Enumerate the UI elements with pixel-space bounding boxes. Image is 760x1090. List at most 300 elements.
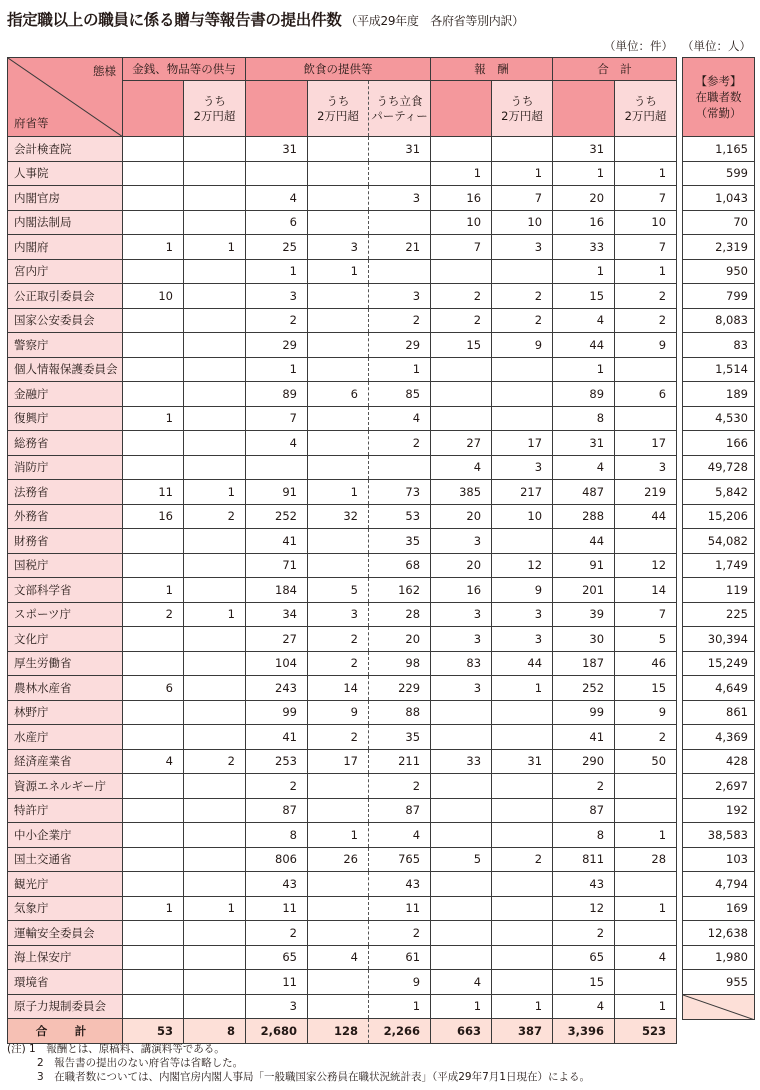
cell-money20: 1 [184, 480, 246, 505]
cell-total: 201 [553, 578, 615, 603]
cell-food20 [308, 357, 369, 382]
ref-row [683, 259, 755, 284]
cell-fee [431, 725, 492, 750]
cell-food20 [308, 872, 369, 897]
cell-money: 6 [123, 676, 184, 701]
staff-count: 12,638 [683, 921, 755, 946]
ref-row [683, 725, 755, 750]
reference-staff-table [682, 57, 755, 1020]
staff-count: 1,165 [683, 137, 755, 162]
cell-fee: 2 [431, 284, 492, 309]
cell-total: 15 [553, 284, 615, 309]
cell-money [123, 700, 184, 725]
cell-money [123, 161, 184, 186]
cell-fee20 [492, 700, 553, 725]
cell-total: 44 [553, 333, 615, 358]
cell-food20 [308, 798, 369, 823]
ministry-name: 林野庁 [8, 700, 123, 725]
cell-fee20: 7 [492, 186, 553, 211]
cell-money20 [184, 357, 246, 382]
cell-money20: 1 [184, 235, 246, 260]
header-food-blank [246, 81, 308, 137]
ref-row [683, 504, 755, 529]
cell-total20: 5 [615, 627, 677, 652]
cell-food20: 6 [308, 382, 369, 407]
cell-total20: 15 [615, 676, 677, 701]
staff-count: 30,394 [683, 627, 755, 652]
cell-money20 [184, 970, 246, 995]
table-row [8, 847, 677, 872]
cell-party: 31 [369, 137, 431, 162]
ref-row [683, 137, 755, 162]
table-row [8, 259, 677, 284]
cell-party: 20 [369, 627, 431, 652]
cell-money20 [184, 455, 246, 480]
cell-food20 [308, 970, 369, 995]
table-row [8, 921, 677, 946]
cell-money20 [184, 823, 246, 848]
cell-money [123, 823, 184, 848]
cell-food: 2 [246, 774, 308, 799]
staff-count: 799 [683, 284, 755, 309]
cell-money [123, 259, 184, 284]
cell-fee20 [492, 137, 553, 162]
staff-count: 1,043 [683, 186, 755, 211]
header-food-party: うち立食 パーティー [369, 81, 431, 137]
cell-money [123, 455, 184, 480]
cell-total20: 14 [615, 578, 677, 603]
cell-fee20: 3 [492, 455, 553, 480]
cell-money20 [184, 406, 246, 431]
cell-food: 184 [246, 578, 308, 603]
cell-food: 29 [246, 333, 308, 358]
table-row [8, 382, 677, 407]
cell-fee: 2 [431, 308, 492, 333]
cell-food: 253 [246, 749, 308, 774]
cell-money20 [184, 259, 246, 284]
cell-party [369, 455, 431, 480]
staff-count: 955 [683, 970, 755, 995]
cell-food20 [308, 774, 369, 799]
table-row [8, 700, 677, 725]
cell-money [123, 847, 184, 872]
cell-party: 211 [369, 749, 431, 774]
cell-money [123, 382, 184, 407]
cell-total: 4 [553, 455, 615, 480]
cell-money [123, 627, 184, 652]
cell-total20: 1 [615, 994, 677, 1019]
total-party: 2,266 [369, 1019, 431, 1044]
cell-fee20: 10 [492, 210, 553, 235]
cell-money20: 1 [184, 896, 246, 921]
cell-money20 [184, 529, 246, 554]
cell-food: 252 [246, 504, 308, 529]
total-fee: 663 [431, 1019, 492, 1044]
ministry-name: 厚生労働省 [8, 651, 123, 676]
table-row [8, 455, 677, 480]
ref-row [683, 529, 755, 554]
note-2: 2 報告書の提出のない府省等は省略した。 [37, 1057, 244, 1069]
total-food: 2,680 [246, 1019, 308, 1044]
table-row [8, 308, 677, 333]
cell-total20: 1 [615, 259, 677, 284]
cell-total: 99 [553, 700, 615, 725]
cell-total: 252 [553, 676, 615, 701]
cell-food20: 32 [308, 504, 369, 529]
cell-total20: 3 [615, 455, 677, 480]
cell-food20: 14 [308, 676, 369, 701]
cell-money: 10 [123, 284, 184, 309]
cell-total: 44 [553, 529, 615, 554]
cell-food20 [308, 994, 369, 1019]
cell-party: 1 [369, 357, 431, 382]
cell-total20 [615, 921, 677, 946]
ministry-name: 外務省 [8, 504, 123, 529]
cell-party: 61 [369, 945, 431, 970]
cell-fee [431, 798, 492, 823]
ref-row [683, 186, 755, 211]
cell-total: 39 [553, 602, 615, 627]
corner-top-label: 態様 [93, 64, 116, 78]
page-title [7, 8, 524, 30]
table-row [8, 676, 677, 701]
ministry-name: 内閣法制局 [8, 210, 123, 235]
cell-food: 104 [246, 651, 308, 676]
ministry-name: 金融庁 [8, 382, 123, 407]
table-row [8, 431, 677, 456]
cell-total20: 1 [615, 823, 677, 848]
staff-count: 950 [683, 259, 755, 284]
cell-fee20: 2 [492, 308, 553, 333]
cell-party: 2 [369, 921, 431, 946]
cell-total20: 4 [615, 945, 677, 970]
ministry-name: 国税庁 [8, 553, 123, 578]
table-row [8, 602, 677, 627]
cell-money: 1 [123, 235, 184, 260]
diagonal-line [683, 995, 755, 1020]
cell-party: 73 [369, 480, 431, 505]
cell-fee20 [492, 406, 553, 431]
cell-food20: 2 [308, 725, 369, 750]
cell-total: 87 [553, 798, 615, 823]
header-total: 合 計 [553, 58, 677, 81]
cell-fee20: 10 [492, 504, 553, 529]
cell-food20 [308, 529, 369, 554]
cell-money: 1 [123, 578, 184, 603]
unit-ref: （単位：人） [682, 39, 751, 53]
header-fee-over20k: うち 2万円超 [492, 81, 553, 137]
ministry-name: 法務省 [8, 480, 123, 505]
cell-food: 806 [246, 847, 308, 872]
cell-food: 99 [246, 700, 308, 725]
staff-count: 4,794 [683, 872, 755, 897]
cell-party: 2 [369, 431, 431, 456]
cell-fee: 3 [431, 627, 492, 652]
cell-food: 8 [246, 823, 308, 848]
cell-fee: 1 [431, 994, 492, 1019]
staff-count: 70 [683, 210, 755, 235]
staff-count: 49,728 [683, 455, 755, 480]
cell-total: 41 [553, 725, 615, 750]
table-row [8, 945, 677, 970]
cell-party: 9 [369, 970, 431, 995]
cell-food: 3 [246, 994, 308, 1019]
cell-money [123, 994, 184, 1019]
table-row [8, 161, 677, 186]
table-row [8, 137, 677, 162]
cell-total: 65 [553, 945, 615, 970]
cell-total20: 1 [615, 161, 677, 186]
staff-count: 1,749 [683, 553, 755, 578]
ref-row [683, 406, 755, 431]
cell-food: 91 [246, 480, 308, 505]
total-row [8, 1019, 677, 1044]
cell-money20 [184, 700, 246, 725]
cell-food: 25 [246, 235, 308, 260]
cell-party: 43 [369, 872, 431, 897]
cell-total: 16 [553, 210, 615, 235]
cell-party: 11 [369, 896, 431, 921]
cell-food: 65 [246, 945, 308, 970]
cell-total: 487 [553, 480, 615, 505]
ministry-name: 公正取引委員会 [8, 284, 123, 309]
header-money-blank [123, 81, 184, 137]
cell-total20: 6 [615, 382, 677, 407]
cell-food: 4 [246, 186, 308, 211]
ref-row [683, 970, 755, 995]
cell-fee [431, 700, 492, 725]
cell-food20: 3 [308, 235, 369, 260]
cell-total: 4 [553, 308, 615, 333]
ministry-name: 運輸安全委員会 [8, 921, 123, 946]
ministry-name: 人事院 [8, 161, 123, 186]
cell-total20 [615, 774, 677, 799]
cell-fee: 385 [431, 480, 492, 505]
cell-fee: 10 [431, 210, 492, 235]
table-row [8, 627, 677, 652]
cell-food: 2 [246, 921, 308, 946]
cell-party: 87 [369, 798, 431, 823]
cell-money [123, 333, 184, 358]
footnotes [7, 1042, 590, 1084]
total-money: 53 [123, 1019, 184, 1044]
cell-total: 8 [553, 823, 615, 848]
report-table [7, 57, 677, 1044]
cell-food20: 2 [308, 627, 369, 652]
ref-row [683, 823, 755, 848]
cell-money [123, 921, 184, 946]
cell-fee20 [492, 945, 553, 970]
cell-total20 [615, 406, 677, 431]
cell-fee: 3 [431, 676, 492, 701]
ministry-name: 特許庁 [8, 798, 123, 823]
cell-fee: 20 [431, 504, 492, 529]
total-fee20: 387 [492, 1019, 553, 1044]
ref-row [683, 333, 755, 358]
cell-money20 [184, 651, 246, 676]
cell-party: 98 [369, 651, 431, 676]
ref-row [683, 235, 755, 260]
cell-total: 43 [553, 872, 615, 897]
staff-count: 428 [683, 749, 755, 774]
table-row [8, 186, 677, 211]
cell-fee [431, 945, 492, 970]
cell-fee: 5 [431, 847, 492, 872]
staff-count: 225 [683, 602, 755, 627]
cell-money [123, 798, 184, 823]
cell-food: 43 [246, 872, 308, 897]
staff-count: 192 [683, 798, 755, 823]
cell-party: 29 [369, 333, 431, 358]
cell-fee20: 3 [492, 235, 553, 260]
cell-total: 1 [553, 357, 615, 382]
cell-money [123, 872, 184, 897]
cell-money [123, 529, 184, 554]
ref-row [683, 553, 755, 578]
cell-money20 [184, 578, 246, 603]
table-row [8, 210, 677, 235]
cell-money20 [184, 210, 246, 235]
staff-count: 2,697 [683, 774, 755, 799]
cell-food: 41 [246, 529, 308, 554]
cell-food20 [308, 455, 369, 480]
cell-fee [431, 259, 492, 284]
cell-money20 [184, 725, 246, 750]
cell-food [246, 161, 308, 186]
cell-total20: 10 [615, 210, 677, 235]
cell-fee20: 2 [492, 284, 553, 309]
cell-food20: 1 [308, 259, 369, 284]
cell-total20: 9 [615, 700, 677, 725]
cell-food: 243 [246, 676, 308, 701]
cell-total: 31 [553, 137, 615, 162]
cell-fee [431, 406, 492, 431]
ministry-name: 中小企業庁 [8, 823, 123, 848]
ref-row [683, 921, 755, 946]
ministry-name: 農林水産省 [8, 676, 123, 701]
cell-food20: 17 [308, 749, 369, 774]
cell-money [123, 970, 184, 995]
table-row [8, 284, 677, 309]
cell-fee [431, 774, 492, 799]
cell-food: 89 [246, 382, 308, 407]
cell-party: 229 [369, 676, 431, 701]
cell-total: 290 [553, 749, 615, 774]
cell-money: 16 [123, 504, 184, 529]
ministry-name: 個人情報保護委員会 [8, 357, 123, 382]
cell-fee: 16 [431, 186, 492, 211]
ministry-name: 国土交通省 [8, 847, 123, 872]
cell-total20: 2 [615, 284, 677, 309]
ref-row [683, 749, 755, 774]
cell-fee [431, 921, 492, 946]
staff-count: 119 [683, 578, 755, 603]
staff-count: 38,583 [683, 823, 755, 848]
cell-party: 35 [369, 529, 431, 554]
ref-row [683, 872, 755, 897]
ref-row [683, 774, 755, 799]
ref-row [683, 578, 755, 603]
cell-total: 20 [553, 186, 615, 211]
cell-fee20: 1 [492, 676, 553, 701]
header-total-blank [553, 81, 615, 137]
cell-money20: 2 [184, 504, 246, 529]
cell-fee20 [492, 921, 553, 946]
table-row [8, 529, 677, 554]
cell-party: 2 [369, 774, 431, 799]
ref-row [683, 455, 755, 480]
cell-total20: 1 [615, 896, 677, 921]
cell-food20 [308, 896, 369, 921]
cell-fee: 3 [431, 602, 492, 627]
ministry-name: 消防庁 [8, 455, 123, 480]
cell-food20 [308, 137, 369, 162]
total-label: 合 計 [8, 1019, 123, 1044]
staff-count: 4,369 [683, 725, 755, 750]
cell-food20: 9 [308, 700, 369, 725]
cell-total: 187 [553, 651, 615, 676]
cell-total20: 7 [615, 235, 677, 260]
cell-total20: 12 [615, 553, 677, 578]
cell-food: 11 [246, 970, 308, 995]
cell-total: 288 [553, 504, 615, 529]
cell-party [369, 210, 431, 235]
cell-fee20 [492, 872, 553, 897]
cell-money: 2 [123, 602, 184, 627]
cell-fee: 15 [431, 333, 492, 358]
cell-money20 [184, 137, 246, 162]
cell-party: 765 [369, 847, 431, 872]
cell-total: 2 [553, 774, 615, 799]
cell-fee: 7 [431, 235, 492, 260]
cell-money20 [184, 284, 246, 309]
cell-food20: 1 [308, 480, 369, 505]
cell-food: 41 [246, 725, 308, 750]
cell-money20 [184, 945, 246, 970]
cell-fee20: 217 [492, 480, 553, 505]
cell-total: 33 [553, 235, 615, 260]
header-food: 飲食の提供等 [246, 58, 431, 81]
cell-fee: 3 [431, 529, 492, 554]
table-row [8, 578, 677, 603]
ministry-name: 財務省 [8, 529, 123, 554]
cell-fee20 [492, 382, 553, 407]
cell-total20: 2 [615, 308, 677, 333]
cell-money [123, 210, 184, 235]
corner-bottom-label: 府省等 [14, 116, 49, 130]
cell-fee: 1 [431, 161, 492, 186]
cell-party: 85 [369, 382, 431, 407]
ministry-name: スポーツ庁 [8, 602, 123, 627]
cell-money20 [184, 333, 246, 358]
cell-food: 1 [246, 357, 308, 382]
table-row [8, 896, 677, 921]
cell-food20 [308, 186, 369, 211]
cell-fee: 4 [431, 455, 492, 480]
table-row [8, 651, 677, 676]
cell-party: 3 [369, 284, 431, 309]
ref-row [683, 431, 755, 456]
ministry-name: 経済産業省 [8, 749, 123, 774]
cell-fee [431, 823, 492, 848]
cell-fee20 [492, 970, 553, 995]
cell-money20 [184, 308, 246, 333]
ref-total-blank [683, 994, 755, 1019]
cell-total: 2 [553, 921, 615, 946]
cell-money20 [184, 774, 246, 799]
table-row [8, 823, 677, 848]
ministry-name: 内閣官房 [8, 186, 123, 211]
